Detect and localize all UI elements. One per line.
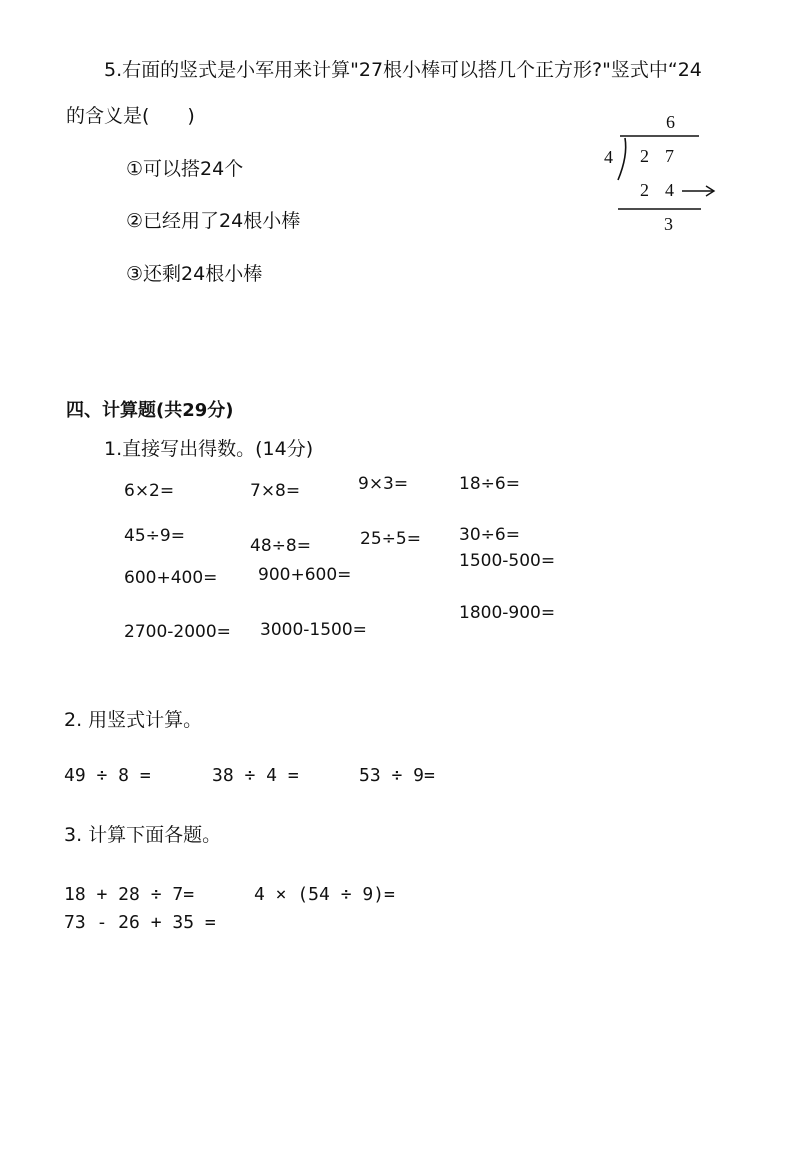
mixed-calc-item: 4 × (54 ÷ 9)= bbox=[254, 884, 395, 905]
sub1-title: 1.直接写出得数。(14分) bbox=[104, 438, 314, 460]
oral-item: 600+400= bbox=[124, 568, 218, 588]
oral-item: 30÷6= bbox=[459, 525, 520, 545]
q5-option-1: ①可以搭24个 bbox=[126, 158, 244, 180]
division-dividend-digit-1: 2 bbox=[640, 146, 649, 166]
oral-item: 3000-1500= bbox=[260, 620, 367, 640]
oral-item: 6×2= bbox=[124, 481, 175, 501]
division-quotient: 6 bbox=[666, 112, 675, 132]
sub2-title: 2. 用竖式计算。 bbox=[64, 709, 203, 731]
oral-item: 9×3= bbox=[358, 474, 409, 494]
division-product-digit-2: 4 bbox=[665, 180, 674, 200]
mixed-calc-item: 73 - 26 + 35 = bbox=[64, 912, 216, 933]
oral-item: 45÷9= bbox=[124, 526, 185, 546]
q5-option-2: ②已经用了24根小棒 bbox=[126, 210, 301, 232]
vertical-calc-item: 38 ÷ 4 = bbox=[212, 765, 299, 786]
oral-item: 18÷6= bbox=[459, 474, 520, 494]
q5-text-line2: 的含义是( ) bbox=[66, 105, 195, 127]
q5-option-3: ③还剩24根小棒 bbox=[126, 263, 263, 285]
division-remainder: 3 bbox=[664, 214, 673, 233]
oral-item: 48÷8= bbox=[250, 536, 311, 556]
oral-item: 25÷5= bbox=[360, 529, 421, 549]
division-divisor: 4 bbox=[604, 147, 613, 167]
oral-item: 900+600= bbox=[258, 565, 352, 585]
q5-text-line1: 5.右面的竖式是小军用来计算"27根小棒可以搭几个正方形?"竖式中“24 bbox=[104, 59, 702, 81]
oral-item: 2700-2000= bbox=[124, 622, 231, 642]
division-dividend-digit-2: 7 bbox=[665, 146, 674, 166]
long-division-figure bbox=[598, 108, 723, 233]
vertical-calc-item: 53 ÷ 9= bbox=[359, 765, 435, 786]
oral-item: 1800-900= bbox=[459, 603, 556, 623]
division-bracket bbox=[618, 138, 626, 180]
division-product-digit-1: 2 bbox=[640, 180, 649, 200]
oral-item: 7×8= bbox=[250, 481, 301, 501]
oral-item: 1500-500= bbox=[459, 551, 556, 571]
sub3-title: 3. 计算下面各题。 bbox=[64, 824, 222, 846]
vertical-calc-item: 49 ÷ 8 = bbox=[64, 765, 151, 786]
mixed-calc-item: 18 + 28 ÷ 7= bbox=[64, 884, 195, 905]
section-title: 四、计算题(共29分) bbox=[66, 400, 234, 421]
